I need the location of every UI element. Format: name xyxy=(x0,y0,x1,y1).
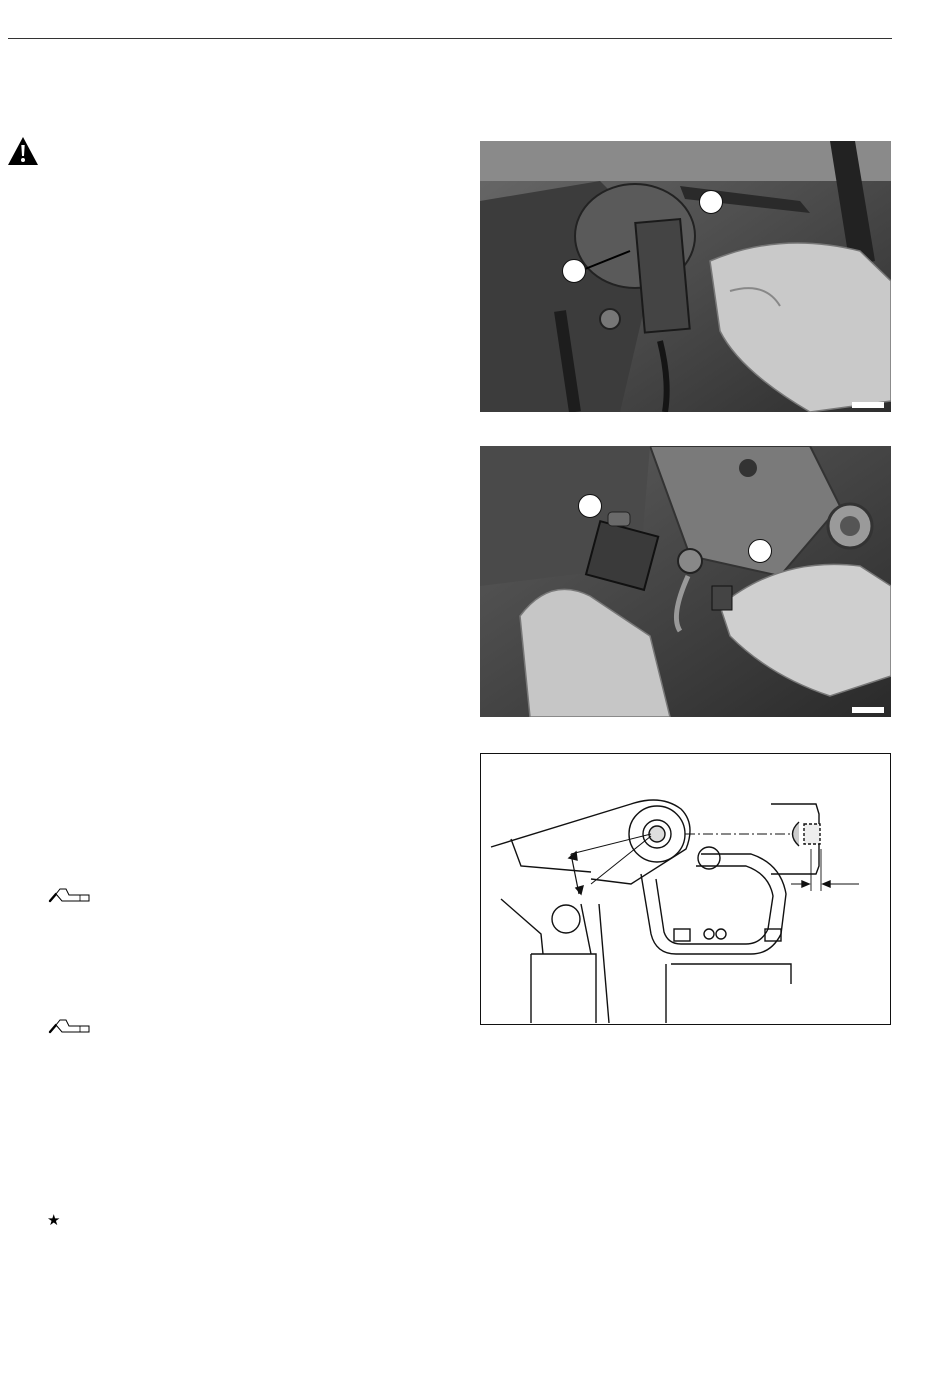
scale-bar xyxy=(852,707,884,713)
callout-circle xyxy=(562,259,586,283)
adjustment-diagram xyxy=(480,753,891,1025)
photo-sensor-connector xyxy=(480,446,891,717)
callout-circle xyxy=(578,494,602,518)
wrench-icon xyxy=(48,886,92,904)
scale-bar xyxy=(852,402,884,408)
callout-circle xyxy=(699,190,723,214)
star-icon: ★ xyxy=(47,1211,61,1229)
wrench-icon xyxy=(48,1017,92,1035)
callout-circle xyxy=(748,539,772,563)
header-rule xyxy=(8,38,892,39)
warning-triangle-icon xyxy=(7,136,39,166)
photo-sensor-removal xyxy=(480,141,891,412)
